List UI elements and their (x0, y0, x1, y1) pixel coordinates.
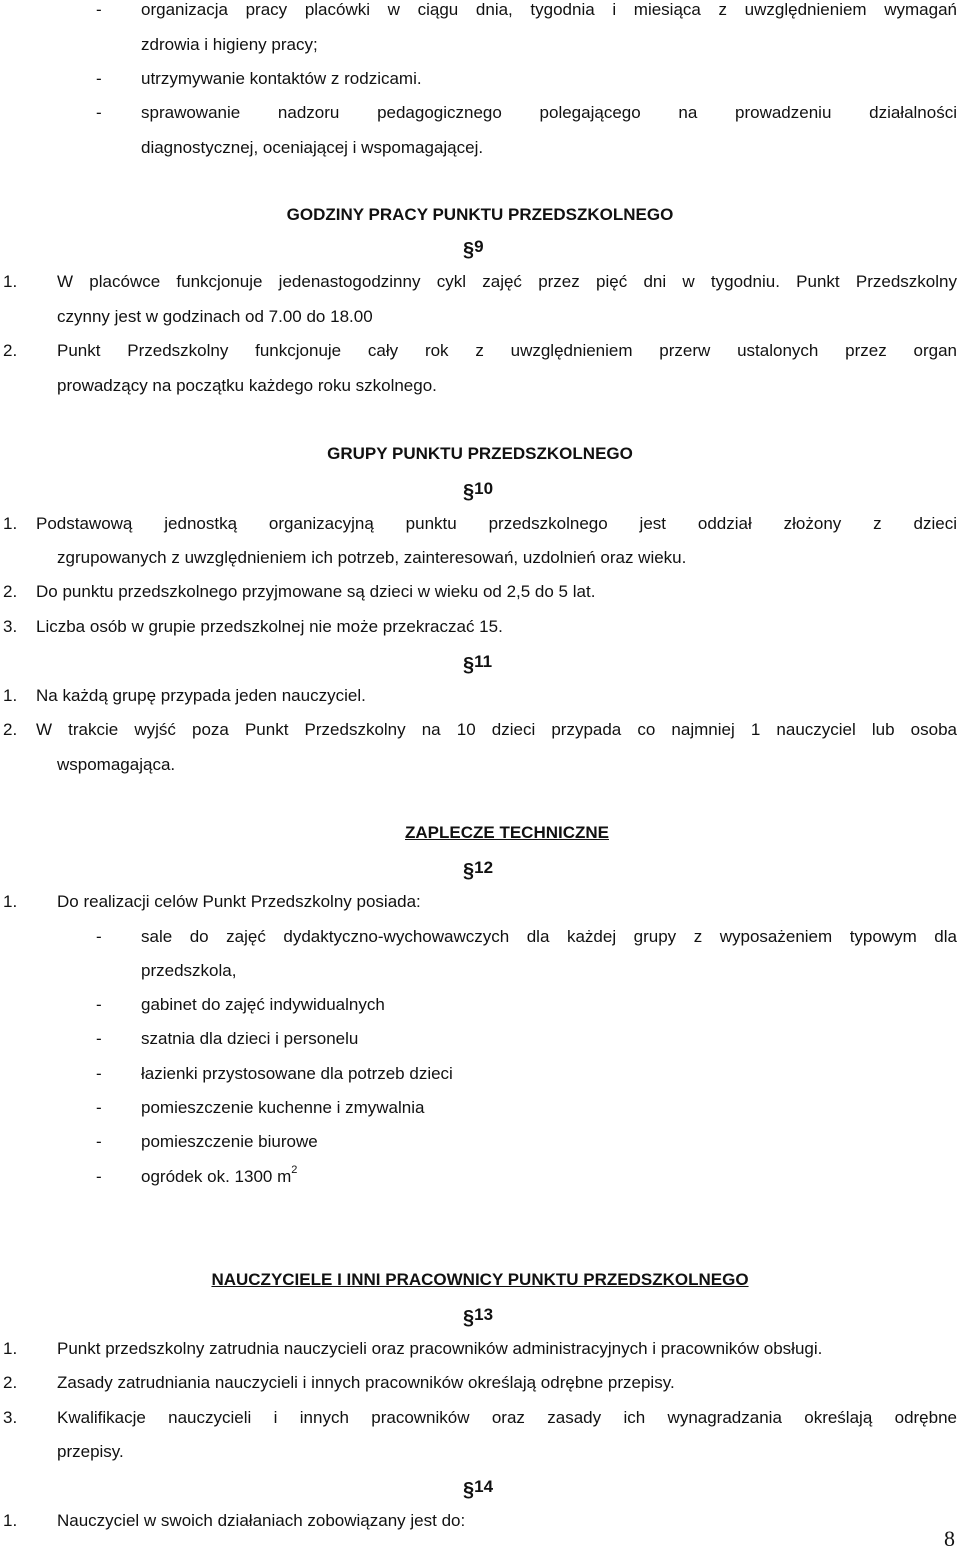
list-item-text: organizacja pracy placówki w ciągu dnia, tygodnia i miesiąca z uwzględnieniem wymagań (141, 0, 957, 19)
section-heading: GODZINY PRACY PUNKTU PRZEDSZKOLNEGO (286, 205, 674, 224)
item-number: 1. (3, 272, 18, 291)
item-number: 1. (3, 1339, 18, 1358)
paragraph-symbol: § (463, 1479, 475, 1501)
paragraph-symbol: § (463, 239, 475, 261)
list-item-text: szatnia dla dzieci i personelu (141, 1029, 359, 1048)
paragraph-marker (463, 236, 484, 261)
section-heading: GRUPY PUNKTU PRZEDSZKOLNEGO (327, 444, 633, 463)
list-item-text: zdrowia i higieny pracy; (141, 35, 318, 54)
item-text: czynny jest w godzinach od 7.00 do 18.00 (57, 307, 373, 326)
item-text: Do punktu przedszkolnego przyjmowane są dzieci w wieku od 2,5 do 5 lat. (36, 582, 596, 601)
item-text: przepisy. (57, 1442, 124, 1461)
page-number: 8 (944, 1526, 955, 1551)
item-number: 3. (3, 617, 18, 636)
item-text: zgrupowanych z uwzględnieniem ich potrzeb, zainteresowań, uzdolnień oraz wieku. (57, 548, 687, 567)
list-dash: - (96, 1098, 102, 1117)
paragraph-marker (463, 478, 494, 503)
list-item-text: pomieszczenie kuchenne i zmywalnia (141, 1098, 425, 1117)
item-text: Do realizacji celów Punkt Przedszkolny posiada: (57, 892, 421, 911)
item-number: 1. (3, 514, 18, 533)
item-number: 1. (3, 892, 18, 911)
item-text: Liczba osób w grupie przedszkolnej nie może przekraczać 15. (36, 617, 503, 636)
item-text: Kwalifikacje nauczycieli i innych pracowników oraz zasady ich wynagradzania określają odrębne (57, 1408, 957, 1427)
item-text: wspomagająca. (57, 755, 176, 774)
paragraph-number: 9 (474, 237, 484, 256)
section-heading: NAUCZYCIELE I INNI PRACOWNICY PUNKTU PRZEDSZKOLNEGO (211, 1270, 749, 1289)
list-dash: - (96, 1064, 102, 1083)
item-number: 2. (3, 1373, 18, 1392)
list-dash: - (96, 0, 102, 19)
item-number: 1. (3, 686, 18, 705)
list-dash: - (96, 927, 102, 946)
paragraph-number: 10 (474, 479, 494, 498)
item-text: W placówce funkcjonuje jedenastogodzinny cykl zajęć przez pięć dni w tygodniu. Punkt Przedszkolny (57, 272, 957, 291)
paragraph-number: 14 (474, 1477, 494, 1496)
list-item-text: łazienki przystosowane dla potrzeb dzieci (141, 1064, 453, 1083)
list-item-text: gabinet do zajęć indywidualnych (141, 995, 385, 1014)
item-text: Punkt Przedszkolny funkcjonuje cały rok z uwzględnieniem przerw ustalonych przez organ (57, 341, 957, 360)
paragraph-number: 13 (474, 1305, 494, 1324)
paragraph-marker (463, 857, 494, 882)
list-item-text: sale do zajęć dydaktyczno-wychowawczych dla każdej grupy z wyposażeniem typowym dla (141, 927, 957, 946)
item-text: Na każdą grupę przypada jeden nauczyciel. (36, 686, 366, 705)
list-dash: - (96, 1132, 102, 1151)
paragraph-marker (463, 1304, 494, 1329)
item-text: Zasady zatrudniania nauczycieli i innych pracowników określają odrębne przepisy. (57, 1373, 675, 1392)
list-dash: - (96, 1029, 102, 1048)
item-number: 1. (3, 1511, 18, 1530)
paragraph-symbol: § (463, 481, 475, 503)
item-number: 3. (3, 1408, 18, 1427)
item-text: Punkt przedszkolny zatrudnia nauczycieli oraz pracowników administracyjnych i pracowników obsługi. (57, 1339, 823, 1358)
superscript: 2 (291, 1164, 298, 1176)
item-number: 2. (3, 341, 18, 360)
item-number: 2. (3, 720, 18, 739)
item-text: W trakcie wyjść poza Punkt Przedszkolny na 10 dzieci przypada co najmniej 1 nauczyciel lub osoba (36, 720, 957, 739)
list-dash: - (96, 103, 102, 122)
item-text: Podstawową jednostką organizacyjną punktu przedszkolnego jest oddział złożony z dzieci (36, 514, 957, 533)
list-dash: - (96, 69, 102, 88)
paragraph-number: 12 (474, 858, 494, 877)
list-item-text: pomieszczenie biurowe (141, 1132, 318, 1151)
paragraph-marker (463, 1476, 494, 1501)
paragraph-symbol: § (463, 1307, 475, 1329)
list-item-text: przedszkola, (141, 961, 237, 980)
paragraph-symbol: § (463, 860, 475, 882)
paragraph-number: 11 (474, 652, 493, 671)
paragraph-marker (463, 651, 493, 676)
list-item-text: sprawowanie nadzoru pedagogicznego polegającego na prowadzeniu działalności (141, 103, 957, 122)
paragraph-symbol: § (463, 654, 475, 676)
list-item-text (141, 1164, 298, 1187)
list-item-text: utrzymywanie kontaktów z rodzicami. (141, 69, 422, 88)
item-text: Nauczyciel w swoich działaniach zobowiązany jest do: (57, 1511, 466, 1530)
list-dash: - (96, 1167, 102, 1186)
area-text: ogródek ok. 1300 m (141, 1167, 292, 1186)
list-item-text: diagnostycznej, oceniającej i wspomagającej. (141, 138, 484, 157)
item-number: 2. (3, 582, 18, 601)
item-text: prowadzący na początku każdego roku szkolnego. (57, 376, 437, 395)
section-heading: ZAPLECZE TECHNICZNE (405, 823, 609, 842)
list-dash: - (96, 995, 102, 1014)
